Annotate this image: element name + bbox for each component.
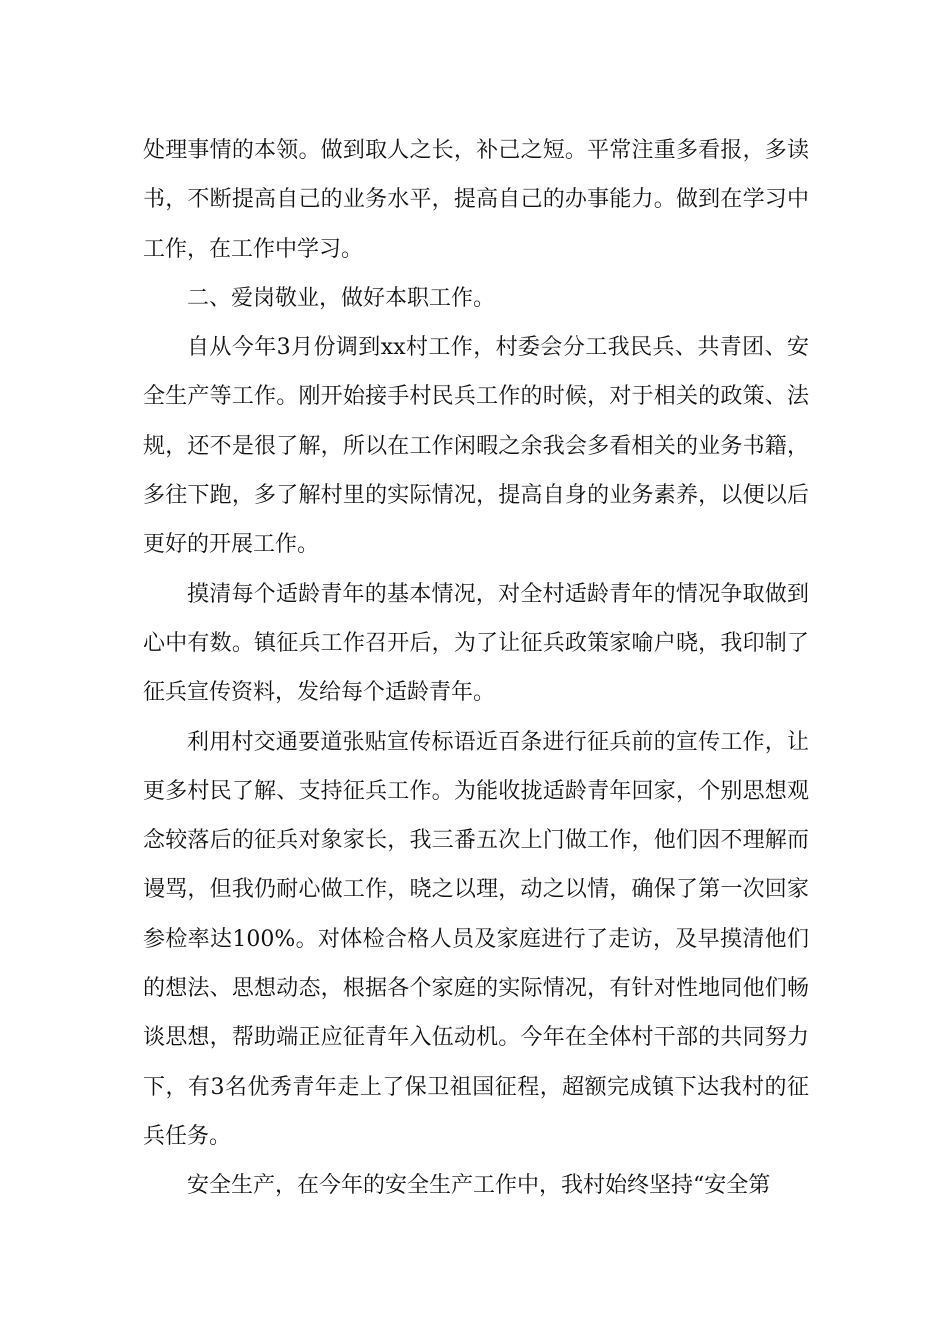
document-body <box>143 126 809 1211</box>
paragraph-5: 利用村交通要道张贴宣传标语近百条进行征兵前的宣传工作，让更多村民了解、支持征兵工作。为能收拢适龄青年回家，个别思想观念较落后的征兵对象家长，我三番五次上门做工作，他们因不理解而谩骂，但我仍耐心做工作，晓之以理，动之以情，确保了第一次回家参检率达100%。对体检合格人员及家庭进行了走访，及早摸清他们的想法、思想动态，根据各个家庭的实际情况，有针对性地同他们畅谈思想，帮助端正应征青年入伍动机。今年在全体村干部的共同努力下，有3名优秀青年走上了保卫祖国征程，超额完成镇下达我村的征兵任务。 <box>143 729 809 1149</box>
section-heading-2: 二、爱岗敬业，做好本职工作。 <box>187 285 496 311</box>
paragraph-4: 摸清每个适龄青年的基本情况，对全村适龄青年的情况争取做到心中有数。镇征兵工作召开后，为了让征兵政策家喻户晓，我印制了征兵宣传资料，发给每个适龄青年。 <box>143 581 809 706</box>
paragraph-1: 处理事情的本领。做到取人之长，补己之短。平常注重多看报，多读书，不断提高自己的业务水平，提高自己的办事能力。做到在学习中工作，在工作中学习。 <box>143 138 809 262</box>
paragraph-6: 安全生产，在今年的安全生产工作中，我村始终坚持“安全第 <box>187 1173 771 1199</box>
paragraph-3: 自从今年3月份调到xx村工作，村委会分工我民兵、共青团、安全生产等工作。刚开始接手村民兵工作的时候，对于相关的政策、法规，还不是很了解，所以在工作闲暇之余我会多看相关的业务书籍，多往下跑，多了解村里的实际情况，提高自身的业务素养，以便以后更好的开展工作。 <box>143 335 809 558</box>
